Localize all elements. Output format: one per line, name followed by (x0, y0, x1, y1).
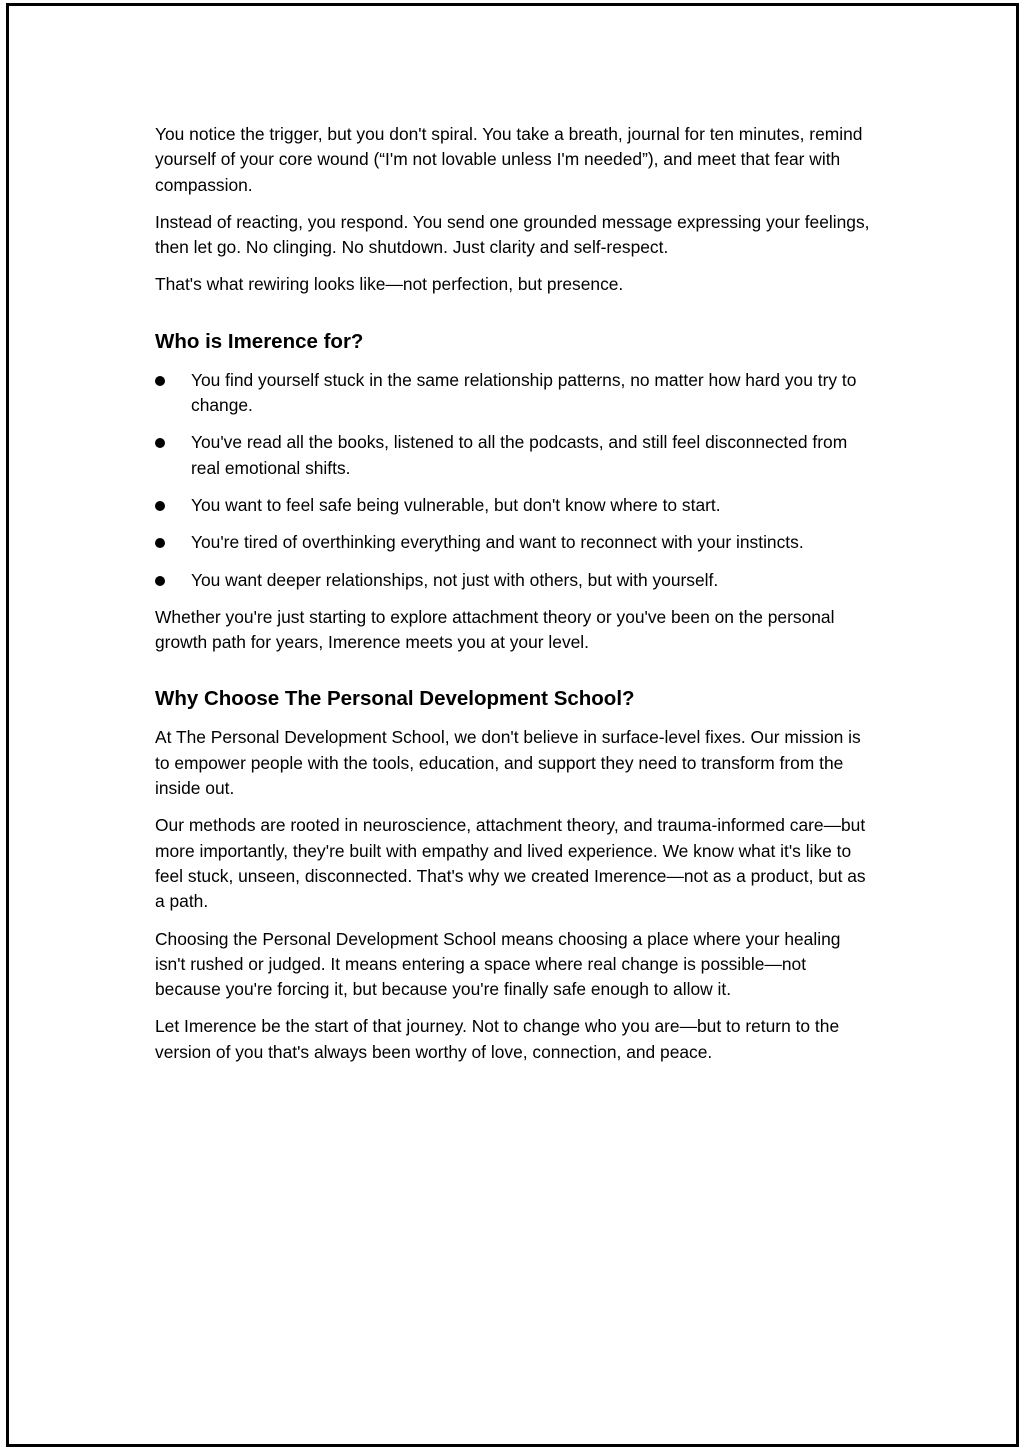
list-item-text: You want to feel safe being vulnerable, but don't know where to start. (191, 494, 721, 515)
audience-list (155, 368, 875, 593)
why-paragraph: Our methods are rooted in neuroscience, attachment theory, and trauma-informed care—but more importantly, they're built with empathy and lived experience. We know what it's like to feel stuck, unseen, disconnected. That's why we created Imerence—not as a product, but as a path. (155, 815, 866, 912)
bullet-icon (155, 501, 165, 511)
list-item (155, 568, 875, 593)
bullet-icon (155, 538, 165, 548)
list-item-text: You want deeper relationships, not just with others, but with yourself. (191, 569, 719, 590)
document-body (155, 122, 875, 1077)
who-closing-paragraph: Whether you're just starting to explore attachment theory or you've been on the personal growth path for years, Imerence meets you at your level. (155, 606, 835, 653)
list-item (155, 368, 875, 419)
list-item-text: You're tired of overthinking everything and want to reconnect with your instincts. (191, 532, 804, 553)
intro-paragraph: You notice the trigger, but you don't spiral. You take a breath, journal for ten minutes, remind yourself of your core wound (“I'm not lovable unless I'm needed”), and meet that fear with compassion. (155, 124, 863, 195)
section-heading-why: Why Choose The Personal Development School? (155, 687, 635, 711)
list-item (155, 430, 875, 481)
list-item-text: You've read all the books, listened to all the podcasts, and still feel disconnected from real emotional shifts. (191, 432, 848, 478)
section-heading-who: Who is Imerence for? (155, 329, 364, 353)
bullet-icon (155, 576, 165, 586)
bullet-icon (155, 438, 165, 448)
why-paragraph: Let Imerence be the start of that journey. Not to change who you are—but to return to the version of you that's always been worthy of love, connection, and peace. (155, 1016, 840, 1062)
intro-paragraph: Instead of reacting, you respond. You send one grounded message expressing your feelings, then let go. No clinging. No shutdown. Just clarity and self-respect. (155, 211, 870, 258)
list-item (155, 530, 875, 555)
list-item (155, 493, 875, 518)
why-paragraph: Choosing the Personal Development School means choosing a place where your healing isn't rushed or judged. It means entering a space where real change is possible—not because you're forcing it, but because you're finally safe enough to allow it. (155, 928, 841, 1000)
list-item-text: You find yourself stuck in the same relationship patterns, no matter how hard you try to change. (191, 369, 857, 416)
intro-paragraph: That's what rewiring looks like—not perfection, but presence. (155, 274, 624, 295)
why-paragraph: At The Personal Development School, we don't believe in surface-level fixes. Our mission is to empower people with the tools, education, and support they need to transform from the inside out. (155, 727, 861, 799)
bullet-icon (155, 376, 165, 386)
